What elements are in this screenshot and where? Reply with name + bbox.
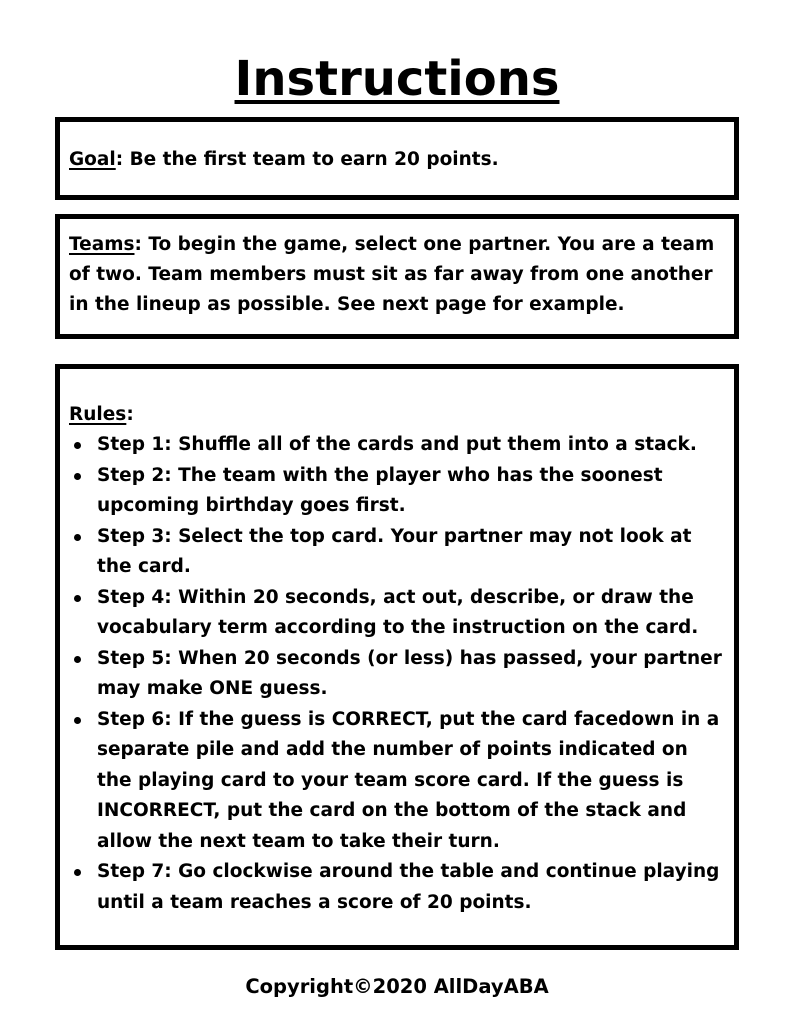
goal-paragraph [69,145,725,175]
goal-label: Goal [69,149,116,170]
rule-step-3 [69,522,724,583]
bullet-icon [74,442,81,449]
bullet-icon [74,869,81,876]
teams-box [55,214,739,339]
rule-step-text: Step 5: When 20 seconds (or less) has passed, your partner may make ONE guess. [97,647,722,699]
copyright-notice: Copyright©2020 AllDayABA [245,975,549,998]
teams-paragraph [69,230,725,320]
page-title: Instructions [234,51,560,107]
rule-step-text: Step 7: Go clockwise around the table and continue playing until a team reaches a score of 20 points. [97,861,720,913]
rule-step-text: Step 4: Within 20 seconds, act out, describe, or draw the vocabulary term according to the instruction on the card. [97,586,699,638]
bullet-icon [74,473,81,480]
rules-box [55,364,739,950]
rule-step-text: Step 1: Shuffle all of the cards and put them into a stack. [97,434,697,455]
rules-heading [69,400,134,430]
goal-box [55,117,739,200]
rule-step-5 [69,644,724,705]
teams-text: : To begin the game, select one partner. You are a team of two. Team members must sit as far away from one another in the lineup as possible. See next page for example. [69,234,715,315]
rule-step-2 [69,461,724,522]
rule-step-4 [69,583,724,644]
rule-step-text: Step 2: The team with the player who has the soonest upcoming birthday goes first. [97,464,663,516]
rule-step-6 [69,705,724,858]
bullet-icon [74,534,81,541]
bullet-icon [74,717,81,724]
rule-step-text: Step 3: Select the top card. Your partner may not look at the card. [97,525,692,577]
rule-step-1 [69,430,724,461]
rule-step-text: Step 6: If the guess is CORRECT, put the card facedown in a separate pile and add the number of points indicated on the playing card to your team score card. If the guess is INCORRECT, put the card on the bottom of the stack and allow the next team to take their turn. [97,708,720,852]
teams-label: Teams [69,234,135,255]
goal-text: : Be the first team to earn 20 points. [115,149,499,170]
rules-step-list [69,430,724,918]
rules-label-suffix: : [126,404,134,425]
bullet-icon [74,656,81,663]
rule-step-7 [69,857,724,918]
rules-label: Rules [69,404,127,425]
bullet-icon [74,595,81,602]
